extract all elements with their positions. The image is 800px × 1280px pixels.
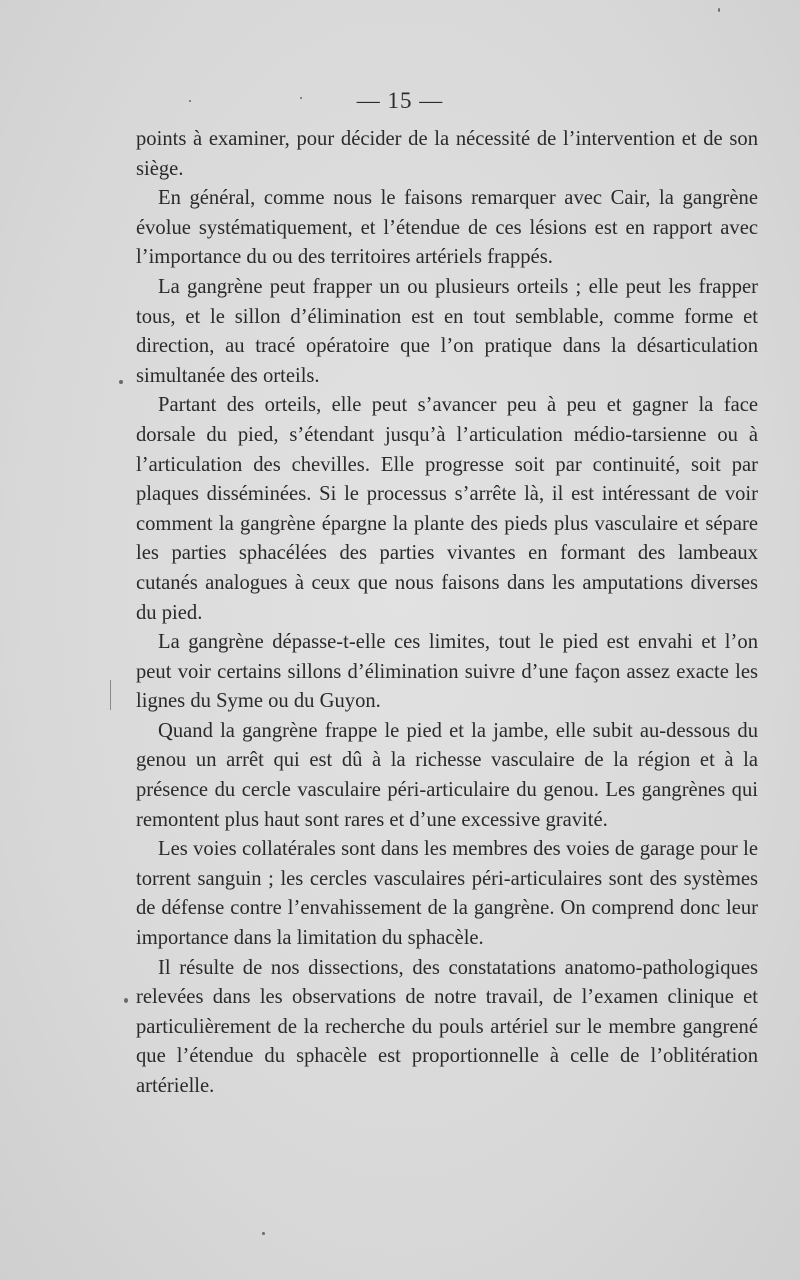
scan-speck bbox=[189, 100, 191, 102]
paragraph: Il résulte de nos dissections, des constatations anatomo-pathologiques relevées dans les observations de notre travail, de l’examen clinique et particulièrement de la recherche du pouls artériel sur le membre gangrené que l’étendue du sphacèle est proportionnelle à celle de l’oblitération artérielle. bbox=[136, 956, 758, 1097]
scan-speck bbox=[300, 97, 302, 99]
paragraph: Partant des orteils, elle peut s’avancer peu à peu et gagner la face dorsale du pied, s’étendant jusqu’à l’articulation médio-tarsienne ou à l’articulation des chevilles. Elle progresse soit par continuité, soit par plaques disséminées. Si le processus s’arrête là, il est intéressant de voir comment la gangrène épargne la plante des pieds plus vasculaire et sépare les parties sphacélées des parties vivantes en formant des lambeaux cutanés analogues à ceux que nous faisons dans les amputations diverses du pied. bbox=[136, 394, 758, 624]
paragraph: La gangrène peut frapper un ou plusieurs orteils ; elle peut les frapper tous, et le sillon d’élimination est en tout semblable, comme forme et direction, au tracé opératoire que l’on pratique dans la désarticulation simultanée des orteils. bbox=[136, 275, 758, 387]
scan-speck bbox=[119, 380, 123, 384]
page-number: — 15 — bbox=[356, 88, 444, 113]
scan-speck bbox=[718, 8, 720, 12]
margin-mark bbox=[110, 680, 111, 710]
paragraph: Quand la gangrène frappe le pied et la jambe, elle subit au-dessous du genou un arrêt qui est dû à la richesse vasculaire de la région et à la présence du cercle vasculaire péri-articulaire du genou. Les gangrènes qui remontent plus haut sont rares et d’une excessive gravité. bbox=[136, 719, 758, 831]
scan-speck bbox=[262, 1232, 265, 1235]
paragraph: Les voies collatérales sont dans les membres des voies de garage pour le torrent sanguin ; les cercles vasculaires péri-articulaires sont des systèmes de défense contre l’envahissement de la gangrène. On comprend donc leur importance dans la limitation du sphacèle. bbox=[136, 838, 758, 950]
paragraph: En général, comme nous le faisons remarquer avec Cair, la gangrène évolue systématiquement, et l’étendue de ces lésions est en rapport avec l’importance du ou des territoires artériels frappés. bbox=[136, 187, 758, 269]
paragraph: La gangrène dépasse-t-elle ces limites, tout le pied est envahi et l’on peut voir certains sillons d’élimination suivre d’une façon assez exacte les lignes du Syme ou du Guyon. bbox=[136, 631, 758, 713]
paragraph: points à examiner, pour décider de la nécessité de l’intervention et de son siège. bbox=[136, 128, 758, 180]
scan-speck bbox=[124, 998, 128, 1003]
body-text bbox=[136, 125, 758, 1102]
